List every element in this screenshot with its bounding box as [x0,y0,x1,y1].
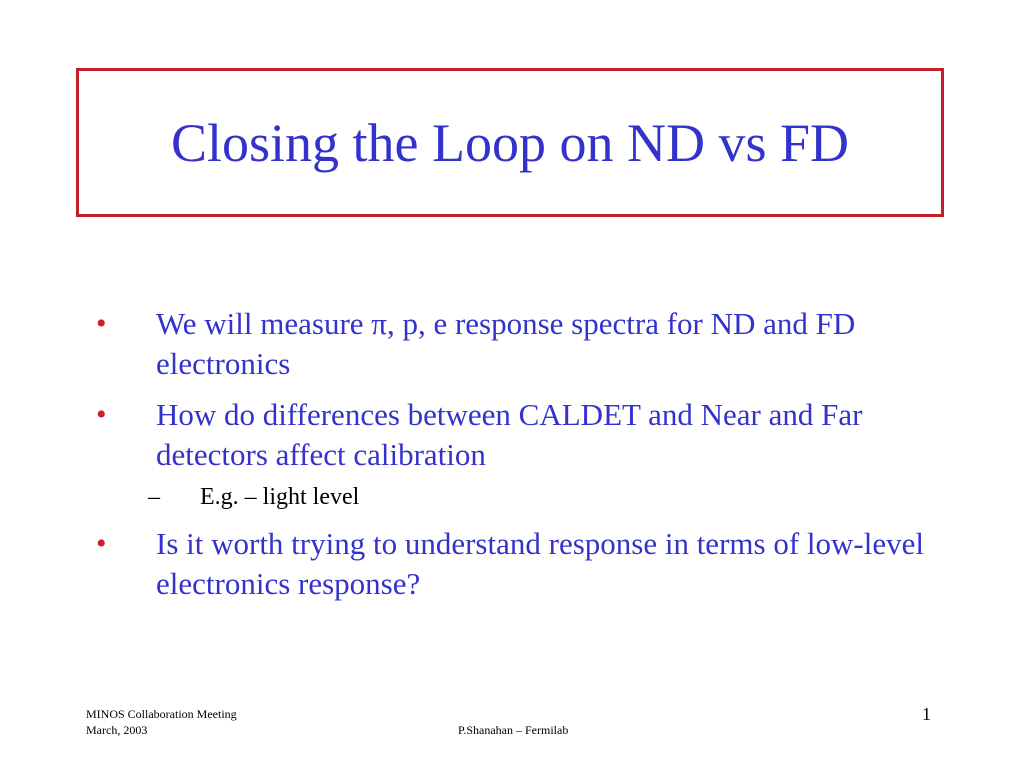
page-number: 1 [922,704,931,724]
bullet-marker: • [96,398,107,431]
footer-meeting: MINOS Collaboration Meeting [86,707,237,721]
bullet-text: We will measure π, p, e response spectra for ND and FD electronics [156,306,856,381]
bullet-text: Is it worth trying to understand response in terms of low-level electronics response? [156,526,924,601]
bullet-text: How do differences between CALDET and Near and Far detectors affect calibration [156,397,863,472]
bullet-list [96,304,946,615]
bullet-item [96,304,946,384]
slide-title: Closing the Loop on ND vs FD [170,112,850,173]
bullet-marker: • [96,307,107,340]
sub-bullet-item [96,482,946,512]
title-box [76,68,944,217]
bullet-item [96,395,946,475]
sub-bullet-text: E.g. – light level [200,484,360,510]
footer-meeting-info [86,706,237,738]
footer-author: P.Shanahan – Fermilab [458,723,569,737]
bullet-marker: • [96,527,107,560]
footer-date: March, 2003 [86,723,148,737]
sub-bullet-marker: – [148,484,160,510]
bullet-item [96,524,946,604]
